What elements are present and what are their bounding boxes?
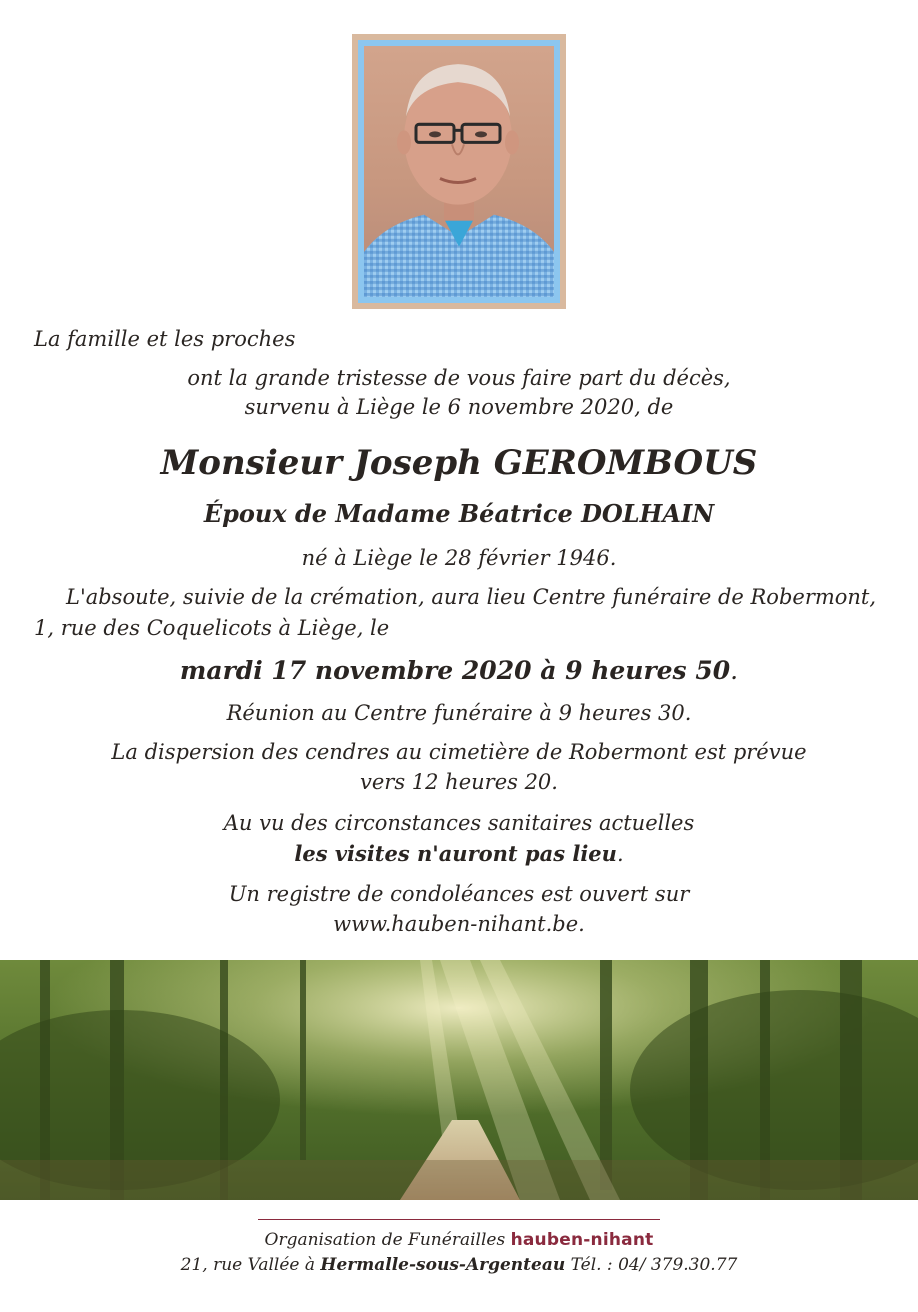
announcement-line-1: ont la grande tristesse de vous faire part du décès, <box>187 366 731 390</box>
announcement-line-2: survenu à Liège le 6 novembre 2020, de <box>244 395 674 419</box>
dispersion-line-2: vers 12 heures 20. <box>360 770 558 794</box>
ceremony-date-time: mardi 17 novembre 2020 à 9 heures 50 <box>179 656 731 685</box>
sanitary-line-2: les visites n'auront pas lieu. <box>294 841 624 866</box>
birth-line: né à Liège le 28 février 1946. <box>301 546 617 570</box>
footer-divider <box>258 1219 660 1220</box>
ceremony-line-2: 1, rue des Coquelicots à Liège, le <box>34 616 390 640</box>
portrait-illustration <box>364 46 554 297</box>
footer-address: 21, rue Vallée à Hermalle-sous-Argenteau Tél. : 04/ 379.30.77 <box>180 1255 738 1275</box>
portrait-photo <box>364 46 554 297</box>
intro-text: La famille et les proches <box>34 327 296 351</box>
deceased-name: Monsieur Joseph GEROMBOUS <box>160 443 758 483</box>
portrait-frame <box>352 34 566 309</box>
reunion-line: Réunion au Centre funéraire à 9 heures 30. <box>226 701 692 725</box>
sanitary-line-1: Au vu des circonstances sanitaires actuelles <box>223 811 695 835</box>
registry-url[interactable]: www.hauben-nihant.be. <box>333 912 585 936</box>
footer-phone: Tél. : 04/ 379.30.77 <box>570 1255 738 1275</box>
footer-organisation: Organisation de Funérailles hauben-nihant <box>264 1230 654 1250</box>
forest-path-image <box>0 960 918 1200</box>
footer-town: Hermalle-sous-Argenteau <box>320 1255 566 1275</box>
ceremony-date: mardi 17 novembre 2020 à 9 heures 50. <box>179 656 739 685</box>
brand-logo: hauben-nihant <box>510 1230 654 1250</box>
dispersion-line-1: La dispersion des cendres au cimetière de Robermont est prévue <box>111 740 807 764</box>
registry-line: Un registre de condoléances est ouvert sur <box>228 882 690 906</box>
no-visits-text: les visites n'auront pas lieu <box>294 841 617 866</box>
spouse-line: Époux de Madame Béatrice DOLHAIN <box>203 499 715 528</box>
ceremony-line-1: L'absoute, suivie de la crémation, aura lieu Centre funéraire de Robermont, <box>66 585 877 609</box>
